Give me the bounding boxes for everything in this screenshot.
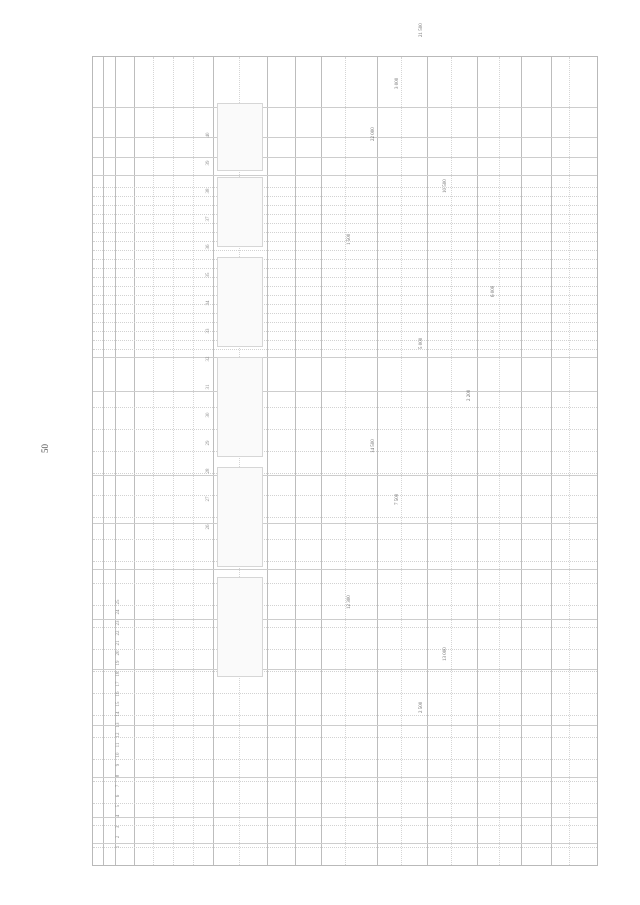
row-guide bbox=[93, 214, 597, 215]
page-number: 50 bbox=[40, 444, 50, 453]
row-rule bbox=[93, 725, 597, 726]
column-number: 1 bbox=[116, 845, 121, 849]
column-number: 9 bbox=[116, 764, 121, 767]
column-number: 13 bbox=[116, 722, 121, 728]
cell-text-block bbox=[217, 577, 263, 677]
column-rule bbox=[103, 57, 104, 865]
column-guide bbox=[173, 57, 174, 865]
value-cell: 5 000 bbox=[419, 337, 424, 349]
column-number: 23 bbox=[116, 620, 121, 626]
column-number: 3 bbox=[116, 825, 121, 828]
value-cell: 6 000 bbox=[491, 285, 496, 297]
value-cell: 1 500 bbox=[347, 233, 352, 245]
value-cell: 22 000 bbox=[371, 127, 376, 141]
column-guide bbox=[401, 57, 402, 865]
column-guide bbox=[499, 57, 500, 865]
row-guide bbox=[93, 407, 597, 408]
cell-text-block bbox=[217, 357, 263, 457]
column-number: 34 bbox=[206, 300, 211, 306]
column-guide bbox=[193, 57, 194, 865]
row-guide bbox=[93, 205, 597, 206]
row-guide bbox=[93, 495, 597, 496]
row-guide bbox=[93, 286, 597, 287]
row-guide bbox=[93, 715, 597, 716]
column-rule bbox=[134, 57, 135, 865]
column-number: 36 bbox=[206, 244, 211, 250]
column-number: 29 bbox=[206, 440, 211, 446]
value-cell: 12 300 bbox=[347, 595, 352, 609]
value-cell: 2 500 bbox=[419, 701, 424, 713]
column-number: 27 bbox=[206, 496, 211, 502]
column-number: 5 bbox=[116, 804, 121, 808]
column-number: 19 bbox=[116, 660, 121, 666]
row-guide bbox=[93, 649, 597, 650]
row-rule bbox=[93, 817, 597, 818]
row-guide bbox=[93, 583, 597, 584]
column-rule bbox=[213, 57, 214, 865]
column-number: 28 bbox=[206, 468, 211, 474]
column-guide bbox=[451, 57, 452, 865]
row-rule bbox=[93, 475, 597, 476]
column-number: 7 bbox=[116, 784, 121, 788]
row-guide bbox=[93, 561, 597, 562]
column-number: 12 bbox=[116, 732, 121, 738]
column-number: 11 bbox=[116, 742, 121, 748]
column-rule bbox=[377, 57, 378, 865]
row-guide bbox=[93, 250, 597, 251]
row-guide bbox=[93, 825, 597, 826]
column-number: 30 bbox=[206, 412, 211, 418]
row-guide bbox=[93, 473, 597, 474]
row-rule bbox=[93, 669, 597, 670]
row-guide bbox=[93, 268, 597, 269]
row-guide bbox=[93, 196, 597, 197]
row-guide bbox=[93, 539, 597, 540]
row-rule bbox=[93, 523, 597, 524]
row-guide bbox=[93, 693, 597, 694]
column-number: 14 bbox=[116, 711, 121, 717]
column-number: 24 bbox=[116, 609, 121, 615]
row-guide bbox=[93, 847, 597, 848]
row-rule bbox=[93, 357, 597, 358]
column-number: 4 bbox=[116, 815, 121, 818]
column-number: 40 bbox=[206, 132, 211, 138]
row-rule bbox=[93, 175, 597, 176]
value-cell: 14 500 bbox=[371, 439, 376, 453]
column-number: 6 bbox=[116, 794, 121, 798]
column-rule bbox=[521, 57, 522, 865]
row-guide bbox=[93, 277, 597, 278]
cell-text-block bbox=[217, 103, 263, 171]
row-rule bbox=[93, 157, 597, 158]
row-guide bbox=[93, 187, 597, 188]
column-guide bbox=[345, 57, 346, 865]
row-guide bbox=[93, 517, 597, 518]
column-number: 25 bbox=[116, 599, 121, 605]
row-guide bbox=[93, 232, 597, 233]
value-cell: 10 500 bbox=[443, 179, 448, 193]
cell-text-block bbox=[217, 177, 263, 247]
column-rule bbox=[295, 57, 296, 865]
row-guide bbox=[93, 451, 597, 452]
row-rule bbox=[93, 569, 597, 570]
row-guide bbox=[93, 349, 597, 350]
column-rule bbox=[427, 57, 428, 865]
row-guide bbox=[93, 803, 597, 804]
column-number: 21 bbox=[116, 640, 121, 646]
value-cell: 3 000 bbox=[395, 77, 400, 89]
column-rule bbox=[321, 57, 322, 865]
column-rule bbox=[267, 57, 268, 865]
row-guide bbox=[93, 313, 597, 314]
row-rule bbox=[93, 107, 597, 108]
row-rule bbox=[93, 843, 597, 844]
column-number: 38 bbox=[206, 188, 211, 194]
column-number: 17 bbox=[116, 681, 121, 687]
column-number: 26 bbox=[206, 524, 211, 530]
row-guide bbox=[93, 627, 597, 628]
row-rule bbox=[93, 777, 597, 778]
column-number: 16 bbox=[116, 691, 121, 697]
column-number: 31 bbox=[206, 384, 211, 390]
column-number: 20 bbox=[116, 650, 121, 656]
row-guide bbox=[93, 241, 597, 242]
column-guide bbox=[569, 57, 570, 865]
row-rule bbox=[93, 137, 597, 138]
column-number: 15 bbox=[116, 701, 121, 707]
value-cell: 21 500 bbox=[419, 23, 424, 37]
row-guide bbox=[93, 429, 597, 430]
column-number: 35 bbox=[206, 272, 211, 278]
column-number: 18 bbox=[116, 671, 121, 677]
row-guide bbox=[93, 322, 597, 323]
column-number: 37 bbox=[206, 216, 211, 222]
cell-text-block bbox=[217, 467, 263, 567]
row-guide bbox=[93, 737, 597, 738]
row-guide bbox=[93, 295, 597, 296]
row-guide bbox=[93, 304, 597, 305]
row-guide bbox=[93, 759, 597, 760]
column-number: 39 bbox=[206, 160, 211, 166]
value-cell: 2 200 bbox=[467, 389, 472, 401]
row-guide bbox=[93, 605, 597, 606]
value-cell: 7 500 bbox=[395, 493, 400, 505]
row-guide bbox=[93, 781, 597, 782]
column-number: 2 bbox=[116, 835, 121, 839]
column-number: 32 bbox=[206, 356, 211, 362]
value-cell: 13 000 bbox=[443, 647, 448, 661]
row-rule bbox=[93, 391, 597, 392]
row-guide bbox=[93, 223, 597, 224]
cell-text-block bbox=[217, 257, 263, 347]
rotated-table bbox=[92, 23, 598, 866]
row-guide bbox=[93, 259, 597, 260]
row-guide bbox=[93, 331, 597, 332]
row-guide bbox=[93, 671, 597, 672]
column-number: 10 bbox=[116, 752, 121, 758]
column-rule bbox=[477, 57, 478, 865]
column-guide bbox=[153, 57, 154, 865]
column-number: 8 bbox=[116, 774, 121, 777]
column-number: 22 bbox=[116, 630, 121, 636]
row-rule bbox=[93, 619, 597, 620]
column-rule bbox=[551, 57, 552, 865]
column-number: 33 bbox=[206, 328, 211, 334]
row-guide bbox=[93, 340, 597, 341]
